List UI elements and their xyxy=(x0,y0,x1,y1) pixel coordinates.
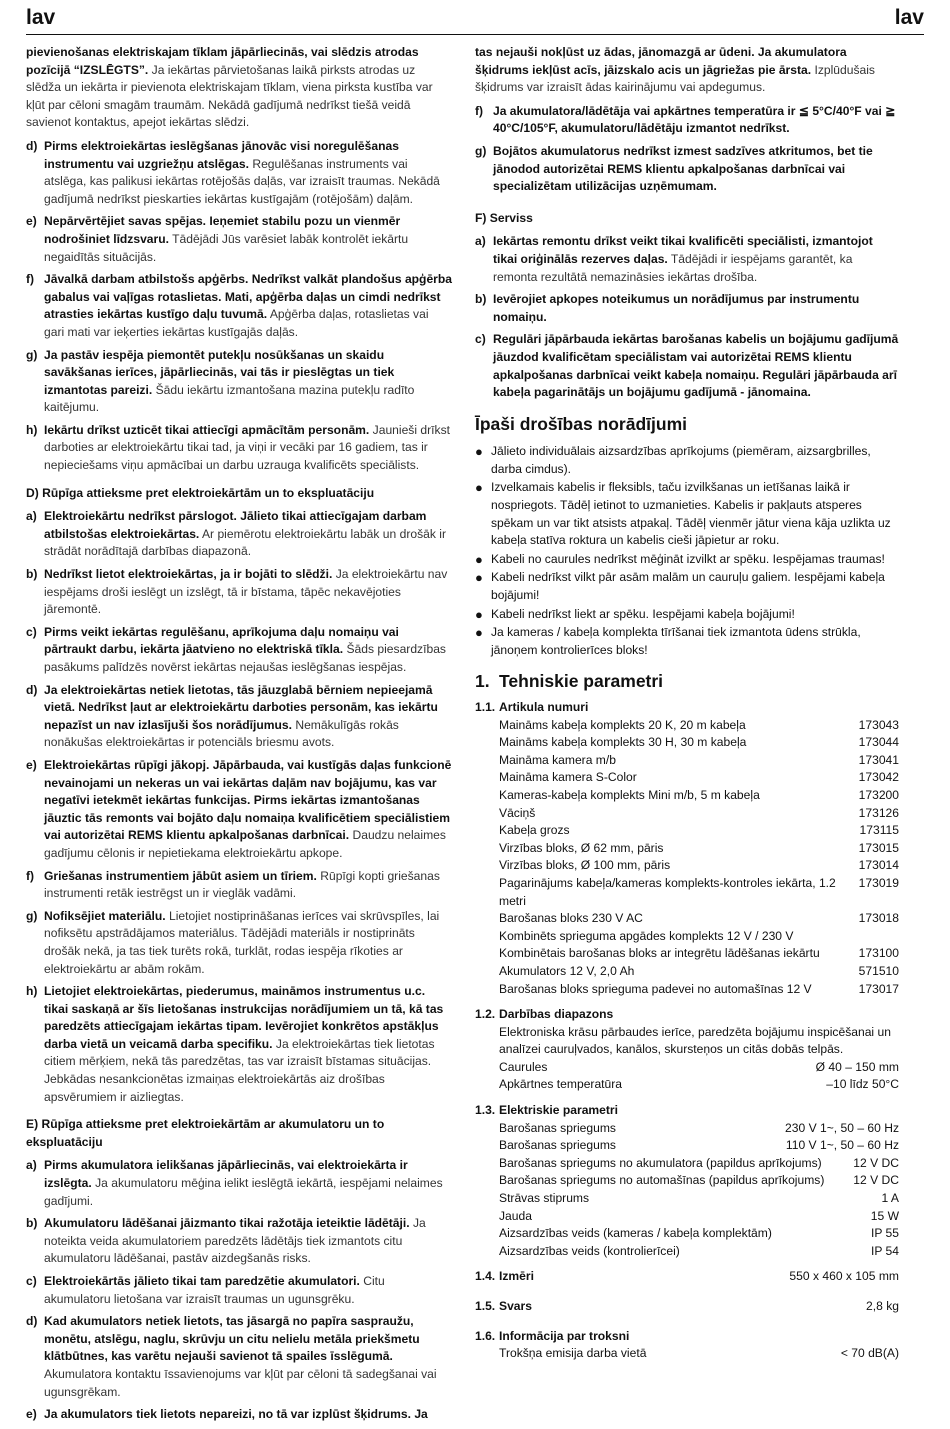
list-item xyxy=(26,1273,452,1308)
item-text: Ja akumulatora/lādētāja vai apkārtnes temperatūra ir ≦ 5°C/40°F vai ≧ 40°C/105°F, akumulatoru/lādētāju izmantot nedrīkst. xyxy=(493,103,896,136)
bullet-icon: ● xyxy=(475,625,483,641)
item-label: h) xyxy=(26,984,38,999)
item-text: Regulāri jāpārbauda iekārtas barošanas kabelis un bojājumu gadījumā jāuzdod kvalificētam speciālistam vai autorizētai REMS klientu apkalpošanas darbnīcai veikt kabeļa nomaiņu. Regulāri jāpārbauda arī kabeļa pagarinātājs un bojājumu gadījumā - jānomaina. xyxy=(493,332,899,400)
table-row xyxy=(475,1137,899,1155)
row-key: Maināma kamera S-Color xyxy=(499,770,637,785)
table-row xyxy=(475,1243,899,1261)
row-key: Maināms kabeļa komplekts 30 H, 30 m kabeļa xyxy=(499,735,747,750)
article-numbers-list xyxy=(475,717,899,999)
table-row xyxy=(475,1076,899,1094)
table-row xyxy=(475,857,899,875)
list-item xyxy=(26,908,452,978)
row-key: Maināms kabeļa komplekts 20 K, 20 m kabeļa xyxy=(499,717,746,732)
row-key: Apkārtnes temperatūra xyxy=(499,1077,623,1092)
section-f-title: F) Serviss xyxy=(475,210,533,225)
item-text: Pirms elektroiekārtas ieslēgšanas jānovāc visi noregulēšanas instrumentu vai uzgriežņu atslēgas. Regulēšanas instruments vai atslēga, kas palikusi iekārtas rotējošās daļās, var izraisīt traumas. Nekādā gadījumā nedrīkst pieskarties iekārtas kustīgajām (rotējošām) daļām. xyxy=(44,138,440,206)
item-label: d) xyxy=(26,138,38,153)
sub-1-1-heading: 1.1. Artikula numuri xyxy=(475,700,589,714)
row-key: Vāciņš xyxy=(499,805,536,820)
item-text: Nedrīkst lietot elektroiekārtas, ja ir bojāti to slēdži. Ja elektroiekārtu nav iespējams droši ieslēgt un izslēgt, tā ir bīstama, tāpēc nekavējoties jāremontē. xyxy=(44,567,448,617)
row-value: 173044 xyxy=(858,735,899,750)
bullet-text: Izvelkamais kabelis ir fleksibls, taču izvilkšanas un ietīšanas laikā ir nospriegots. Tādēļ ietinot to uzmanieties. Kabelis ir pakļauts atsperes spēkam un var tikt atsists atpakaļ. Tādēļ vienmēr jātur viena kāja uzlikta uz kabeļa statīva roktura un kabelis cieši jāpietur ar roku. xyxy=(491,480,891,548)
bullet-item xyxy=(475,569,899,604)
row-key: Pagarinājums kabeļa/kameras komplekts-kontroles iekārta, 1.2 metri xyxy=(499,875,836,908)
item-text: Nofiksējiet materiālu. Lietojiet nostiprināšanas ierīces vai skrūvspīles, lai nofiksētu apstrādājamos materiālus. Tādējādi materiāls ir nostiprināts drošāk nekā, ja tas tiek turēts rokā, turklāt, rodas iespēja rīkoties ar elektroiekārtu ar abām rokām. xyxy=(44,908,440,976)
bullet-icon: ● xyxy=(475,444,483,460)
bullet-item xyxy=(475,606,899,624)
row-value: –10 līdz 50°C xyxy=(826,1077,899,1092)
table-row xyxy=(475,840,899,858)
row-value: 12 V DC xyxy=(853,1173,899,1188)
item-text: Elektroiekārtu nedrīkst pārslogot. Jālieto tikai attiecīgajam darbam atbilstošas elektroiekārtas. Ar piemērotu elektroiekārtu labāk un drošāk ir strādāt norādītajā darbības diapazonā. xyxy=(44,509,446,559)
item-label: b) xyxy=(475,292,487,307)
sub-1-6-heading: 1.6. Informācija par troksni xyxy=(475,1328,630,1343)
section-d-items xyxy=(26,508,452,1106)
row-value: 173015 xyxy=(858,840,899,855)
item-label: a) xyxy=(26,1158,37,1173)
row-value: 571510 xyxy=(858,963,899,978)
bullet-icon: ● xyxy=(475,570,483,586)
header-rule xyxy=(26,34,924,35)
bullet-item xyxy=(475,624,899,659)
sub-1-5-heading: 1.5. Svars 2,8 kg xyxy=(475,1298,899,1316)
table-row xyxy=(475,1059,899,1077)
row-key: Barošanas spriegums xyxy=(499,1120,616,1135)
item-text: Pirms veikt iekārtas regulēšanu, aprīkojuma daļu nomaiņu vai pārtraukt darbu, iekārta jāatvieno no elektriskā tīkla. Šāds piesardzības pasākums palīdzēs novērst iekārtas nejaušas ieslēgšanas iespējas. xyxy=(44,624,446,674)
table-row xyxy=(475,1155,899,1173)
item-label: c) xyxy=(26,624,37,639)
item-label: b) xyxy=(26,1216,38,1231)
item-text: Bojātos akumulatorus nedrīkst izmest sadzīves atkritumos, bet tie jānodod autorizētai REMS klientu apkalpošanas darbnīcai vai specializētam utilizācijas uzņēmumam. xyxy=(493,143,873,194)
list-item xyxy=(26,868,452,903)
item-label: e) xyxy=(26,1407,37,1422)
item-text: Jāvalkā darbam atbilstošs apģērbs. Nedrīkst valkāt plandošus apģērba gabalus vai vaļīgas rotaslietas. Mati, apģērba daļas un cimdi nedrīkst atrasties iekārtas kustīgo daļu tuvumā. Apģērba daļas, rotaslietas vai gari mati var ieķerties iekārtas kustīgajās daļās. xyxy=(44,272,452,339)
item-text: Elektroiekārtas rūpīgi jākopj. Jāpārbauda, vai kustīgās daļas funkcionē nevainojami un nekeras un vai iekārtas daļām nav bojājumu, kas var negatīvi ietekmēt iekārtas funkcijas. Pirms iekārtas izmantošanas jāuztic tās remonts vai bojāto daļu nomaiņa kvalificētiem speciālistiem vai autorizētai REMS klientu apkalpošanas darbnīcai. Daudzu nelaimes gadījumu cēlonis ir nepietiekama elektroiekārtu apkope. xyxy=(44,757,452,860)
range-list xyxy=(475,1059,899,1094)
right-continuation: tas nejauši nokļūst uz ādas, jānomazgā ar ūdeni. Ja akumulatora šķidrums iekļūst acīs, jāizskalo acis un jāgriežas pie ārsta. Izplūdušais šķidrums var izraisīt ādas kairinājumu vai apdegumus. xyxy=(475,45,875,95)
row-key: Aizsardzības veids (kameras / kabeļa komplektām) xyxy=(499,1226,772,1241)
row-value: Ø 40 – 150 mm xyxy=(815,1059,899,1074)
row-key: Strāvas stiprums xyxy=(499,1191,590,1206)
table-row xyxy=(475,875,899,910)
item-label: f) xyxy=(475,103,484,118)
table-row xyxy=(475,1208,899,1226)
row-key: Caurules xyxy=(499,1059,548,1074)
list-item xyxy=(26,347,452,417)
list-item xyxy=(26,983,452,1106)
bullet-text: Kabeli nedrīkst liekt ar spēku. Iespējami kabeļa bojājumi! xyxy=(491,606,795,621)
table-row xyxy=(475,1190,899,1208)
table-row xyxy=(475,981,899,999)
bullet-text: Kabeli nedrīkst vilkt pār asām malām un cauruļu galiem. Iespējami kabeļa bojājumi! xyxy=(491,570,885,603)
range-description: Elektroniska krāsu pārbaudes ierīce, paredzēta bojājumu inspicēšanai un analīzei cauruļvados, kanālos, skursteņos un citās dobās telpās. xyxy=(499,1024,891,1057)
row-key: Aizsardzības veids (kontrolierīcei) xyxy=(499,1243,680,1258)
row-key: Kabeļa grozs xyxy=(499,823,570,838)
row-key: Kombinēts sprieguma apgādes komplekts 12 V / 230 V xyxy=(499,928,794,943)
item-text: Kad akumulators netiek lietots, tas jāsargā no papīra saspraužu, monētu, atslēgu, naglu, skrūvju un citu nelielu metāla priekšmetu klātbūtnes, kas varētu nejauši savienot tā spailes īsslēgumā. Akumulatora kontaktu īssavienojums var kļūt par cēloni tā sadegšanai vai ugunsgrēkam. xyxy=(44,1314,437,1399)
item-label: f) xyxy=(26,868,35,883)
table-row xyxy=(475,1225,899,1243)
table-row xyxy=(475,717,899,735)
table-row xyxy=(475,752,899,770)
bullet-item xyxy=(475,551,899,569)
row-value: 1 A xyxy=(881,1191,899,1206)
item-text: Ja pastāv iespēja piemontēt putekļu nosūkšanas un skaidu savākšanas ierīces, jāpārliecinās, vai tās ir pieslēgtas un tiek izmantotas pareizi. Šādu iekārtu izmantošana mazina putekļu radīto kaitējumu. xyxy=(44,347,415,415)
row-value: IP 54 xyxy=(870,1243,899,1258)
list-item xyxy=(475,143,899,196)
bullet-text: Ja kameras / kabeļa komplekta tīrīšanai tiek izmantota ūdens strūkla, jānoņem kontrolierīces bloks! xyxy=(491,625,861,657)
table-row xyxy=(475,945,899,963)
item-label: d) xyxy=(26,1314,38,1329)
row-value: 173014 xyxy=(858,858,899,873)
section-e-items-cont xyxy=(475,103,899,196)
list-item xyxy=(26,422,452,475)
table-row xyxy=(475,1172,899,1190)
row-key: Barošanas spriegums xyxy=(499,1138,616,1153)
sub-1-4-heading: 1.4. Izmēri 550 x 460 x 105 mm xyxy=(475,1268,899,1286)
table-row xyxy=(475,822,899,840)
row-value: 173126 xyxy=(858,805,899,820)
row-key: Virzības bloks, Ø 62 mm, pāris xyxy=(499,840,664,855)
list-item xyxy=(26,1215,452,1268)
item-label: c) xyxy=(475,332,486,347)
list-item xyxy=(475,331,899,401)
list-item xyxy=(26,624,452,677)
row-value: 173017 xyxy=(858,981,899,996)
bullet-item xyxy=(475,479,899,549)
list-item xyxy=(26,508,452,561)
row-value: 173019 xyxy=(858,875,899,890)
list-item xyxy=(26,1313,452,1401)
special-safety-title: Īpaši drošības norādījumi xyxy=(475,413,687,434)
noise-row: Trokšņa emisija darba vietā < 70 dB(A) xyxy=(499,1346,899,1361)
item-label: e) xyxy=(26,214,37,229)
item-label: g) xyxy=(475,143,487,158)
item-text: Nepārvērtējiet savas spējas. Ieņemiet stabilu pozu un vienmēr nodrošiniet līdzsvaru. Tādējādi Jūs varēsiet labāk kontrolēt iekārtu negaidītās situācijās. xyxy=(44,214,409,264)
row-value: 173042 xyxy=(858,770,899,785)
section-d-title: D) Rūpīga attieksme pret elektroiekārtām un to ekspluatāciju xyxy=(26,485,375,500)
list-item xyxy=(26,757,452,863)
row-value: 15 W xyxy=(870,1208,899,1223)
list-item xyxy=(26,1406,452,1424)
list-item xyxy=(26,138,452,208)
item-label: c) xyxy=(26,1274,37,1288)
list-item xyxy=(26,682,452,752)
item-label: d) xyxy=(26,682,38,697)
row-key: Maināma kamera m/b xyxy=(499,752,616,767)
row-key: Jauda xyxy=(499,1208,532,1223)
table-row xyxy=(475,769,899,787)
item-label: a) xyxy=(26,509,37,524)
table-row xyxy=(475,787,899,805)
item-text: Lietojiet elektroiekārtas, piederumus, maināmos instrumentus u.c. tikai saskaņā ar šīs lietošanas instrukcijas norādījumiem un tā, kā tas paredzēts attiecīgajam iekārtas tipam. Ievērojiet konkrētos apstākļus darba vietā un veicamā darba specifiku. Ja elektroiekārtas tiek lietotas citiem mērķiem, nekā tās paredzētas, tas var izraisīt bīstamas situācijas. Jebkādas nesankcionētas izmaiņas elektroiekārtās aiz drošības apsvērumiem ir aizliegtas. xyxy=(44,984,444,1104)
item-label: a) xyxy=(475,234,486,249)
table-row xyxy=(475,963,899,981)
bullet-text: Kabeli no caurules nedrīkst mēģināt izvilkt ar spēku. Iespējamas traumas! xyxy=(491,551,885,566)
table-row xyxy=(475,1120,899,1138)
row-key: Barošanas spriegums no automašīnas (papildus aprīkojums) xyxy=(499,1173,825,1188)
item-label: g) xyxy=(26,347,38,362)
item-text: Pirms akumulatora ielikšanas jāpārliecinās, vai elektroiekārta ir izslēgta. Ja akumulatoru mēģina ielikt ieslēgtā iekārtā, iespējami nelaimes gadījumi. xyxy=(44,1158,443,1208)
left-column xyxy=(26,44,452,1429)
row-value: 173041 xyxy=(858,752,899,767)
table-row xyxy=(475,910,899,928)
item-label: h) xyxy=(26,422,38,437)
table-row xyxy=(475,928,899,946)
section-e-items xyxy=(26,1157,452,1423)
tech-heading: 1. Tehniskie parametri xyxy=(475,671,664,692)
row-key: Kombinētais barošanas bloks ar integrētu lādēšanas iekārtu xyxy=(499,946,820,961)
item-text: Elektroiekārtās jālieto tikai tam paredzētie akumulatori. Citu akumulatoru lietošana var izraisīt traumas un ugunsgrēku. xyxy=(44,1274,385,1306)
row-value: 230 V 1~, 50 – 60 Hz xyxy=(785,1120,899,1135)
row-key: Kameras-kabeļa komplekts Mini m/b, 5 m kabeļa xyxy=(499,787,760,802)
list-item xyxy=(26,566,452,619)
header-lang-right: lav xyxy=(894,6,924,29)
row-value: 173200 xyxy=(858,787,899,802)
row-key: Barošanas spriegums no akumulatora (papildus aprīkojums) xyxy=(499,1155,822,1170)
section-e-title: E) Rūpīga attieksme pret elektroiekārtām ar akumulatoru un to ekspluatāciju xyxy=(26,1117,385,1149)
row-key: Barošanas bloks 230 V AC xyxy=(499,911,643,926)
bullet-icon: ● xyxy=(475,480,483,496)
list-item xyxy=(475,291,899,326)
item-label: e) xyxy=(26,757,37,772)
section-c-items xyxy=(26,138,452,475)
header-lang-left: lav xyxy=(26,6,56,29)
weight-value: 2,8 kg xyxy=(866,1299,899,1313)
item-text: Ja akumulators tiek lietots nepareizi, no tā var izplūst šķidrums. Ja xyxy=(44,1407,428,1422)
row-value: 110 V 1~, 50 – 60 Hz xyxy=(785,1138,899,1153)
item-text: Griešanas instrumentiem jābūt asiem un tīriem. Rūpīgi kopti griešanas instrumenti retāk iestrēgst un ir vieglāk vadāmi. xyxy=(44,868,440,901)
item-label: b) xyxy=(26,567,38,582)
row-value: 173115 xyxy=(859,823,899,838)
list-item xyxy=(26,213,452,266)
bullet-text: Jālieto individuālais aizsardzības aprīkojums (piemēram, aizsargbrilles, darba cimdus). xyxy=(491,444,871,476)
row-value: 12 V DC xyxy=(853,1155,899,1170)
item-text: Iekārtu drīkst uzticēt tikai attiecīgi apmācītām personām. Jaunieši drīkst darboties ar elektroiekārtu tikai tad, ja viņi ir vecāki par 16 gadiem, tas ir nepieciešams viņu apmācībai un darbu uzrauga kvalificēts speciālists. xyxy=(44,422,450,473)
bullet-icon: ● xyxy=(475,606,483,622)
bullet-item xyxy=(475,443,899,478)
item-text: Iekārtas remontu drīkst veikt tikai kvalificēti speciālisti, izmantojot tikai oriģinālās rezerves daļas. Tādējādi ir iespējams garantēt, ka remonta rezultātā nemazināsies iekārtas drošība. xyxy=(493,234,873,284)
row-key: Virzības bloks, Ø 100 mm, pāris xyxy=(499,858,671,873)
special-safety-list xyxy=(475,443,899,659)
table-row xyxy=(475,734,899,752)
item-text: Ievērojiet apkopes noteikumus un norādījumus par instrumentu nomaiņu. xyxy=(493,292,860,324)
section-f-items xyxy=(475,233,899,401)
sub-1-3-heading: 1.3. Elektriskie parametri xyxy=(475,1103,618,1118)
electric-list xyxy=(475,1120,899,1261)
row-value: 173100 xyxy=(858,946,899,961)
left-continuation: pievienošanas elektriskajam tīklam jāpārliecinās, vai slēdzis atrodas pozīcijā “IZSLĒGTS”. Ja iekārtas pārvietošanas laikā pirksts atrodas uz slēdža un iekārta ir pievienota elektriskajam tīklam, viena pirksta kustība var kļūt par cēloni smagām traumām. Nekādā gadījumā nedrīkst tiešā veidā savienot kontaktus, apejot iekārtas slēdzi. xyxy=(26,45,433,130)
sub-1-2-heading: 1.2. Darbības diapazons xyxy=(475,1007,614,1022)
table-row xyxy=(475,805,899,823)
list-item xyxy=(26,1157,452,1210)
bullet-icon: ● xyxy=(475,551,483,567)
row-value: 173043 xyxy=(858,717,899,732)
list-item xyxy=(26,271,452,341)
item-label: g) xyxy=(26,908,38,923)
row-key: Akumulators 12 V, 2,0 Ah xyxy=(499,963,635,978)
row-key: Barošanas bloks sprieguma padevei no automašīnas 12 V xyxy=(499,981,812,996)
right-column xyxy=(475,44,899,1363)
item-label: f) xyxy=(26,272,35,287)
list-item xyxy=(475,233,899,286)
item-text: Akumulatoru lādēšanai jāizmanto tikai ražotāja ieteiktie lādētāji. Ja noteikta veida akumulatoriem paredzēts lādētājs tiek izmantots citu akumulatoru lādēšanai, pastāv aizdegšanās risks. xyxy=(44,1216,426,1266)
dimensions-value: 550 x 460 x 105 mm xyxy=(789,1269,899,1284)
row-value: 173018 xyxy=(858,911,899,926)
item-text: Ja elektroiekārtas netiek lietotas, tās jāuzglabā bērniem nepieejamā vietā. Nedrīkst ļaut ar elektroiekārtu darboties personām, kas iekārtu nepazīst un nav izlasījuši šos norādījumus. Nemākulīgās rokās nonākušas elektroiekārtas ir potenciāls briesmu avots. xyxy=(44,682,438,750)
row-value: IP 55 xyxy=(870,1226,899,1241)
list-item xyxy=(475,103,899,138)
